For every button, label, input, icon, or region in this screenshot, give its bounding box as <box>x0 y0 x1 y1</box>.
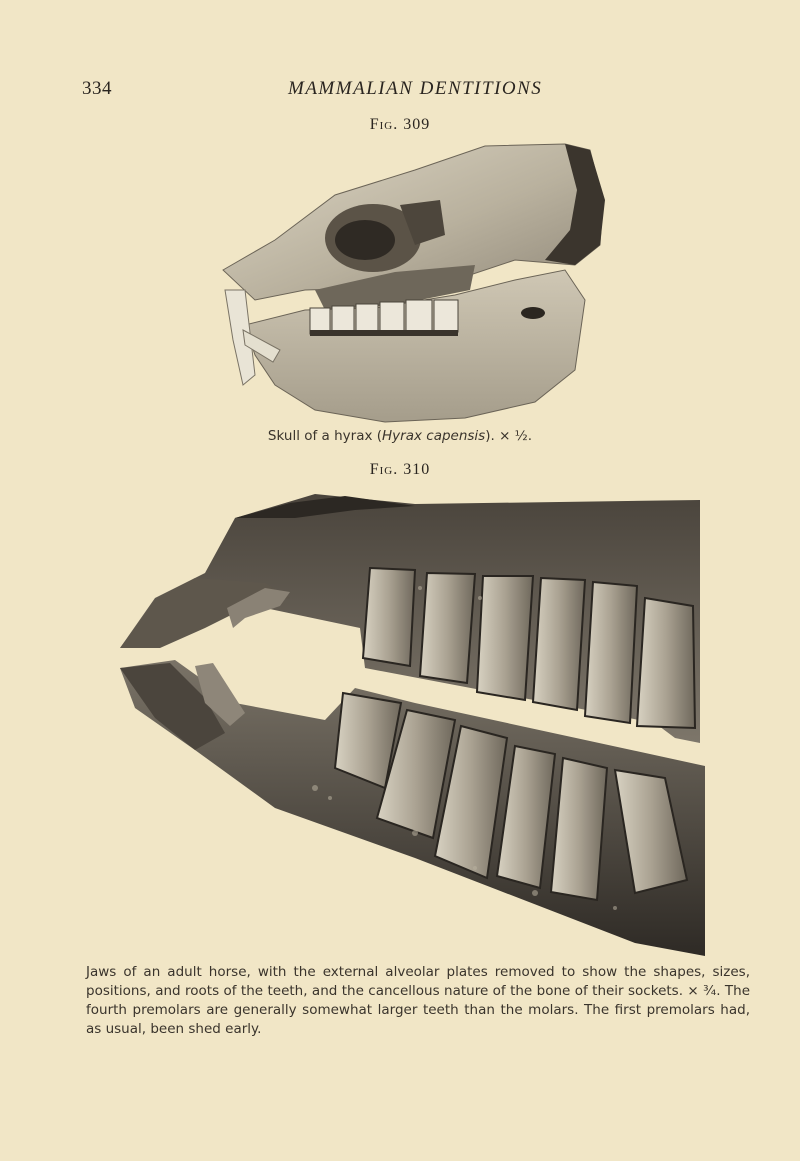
running-head: MAMMALIAN DENTITIONS <box>288 78 543 99</box>
figure-309-caption <box>0 428 800 444</box>
caption-lead: Skull of a hyrax ( <box>267 428 383 444</box>
horse-jaws-photo <box>115 488 710 958</box>
figure-310-caption: Jaws of an adult horse, with the external alveolar plates removed to show the shapes, sizes, positions, and roots of the teeth, and the cancellous nature of the bone of their sockets. × ¾. The fourth premolars are generally somewhat larger teeth than the molars. The first premolars had, as usual, been shed early. <box>86 964 750 1037</box>
species-name: Hyrax capensis <box>382 428 486 444</box>
hyrax-skull-photo <box>215 140 610 425</box>
figure-309-label: Fig. 309 <box>369 116 431 133</box>
page-number: 334 <box>82 78 112 99</box>
caption-tail: ). × ½. <box>485 428 533 444</box>
figure-310-label: Fig. 310 <box>369 461 431 478</box>
